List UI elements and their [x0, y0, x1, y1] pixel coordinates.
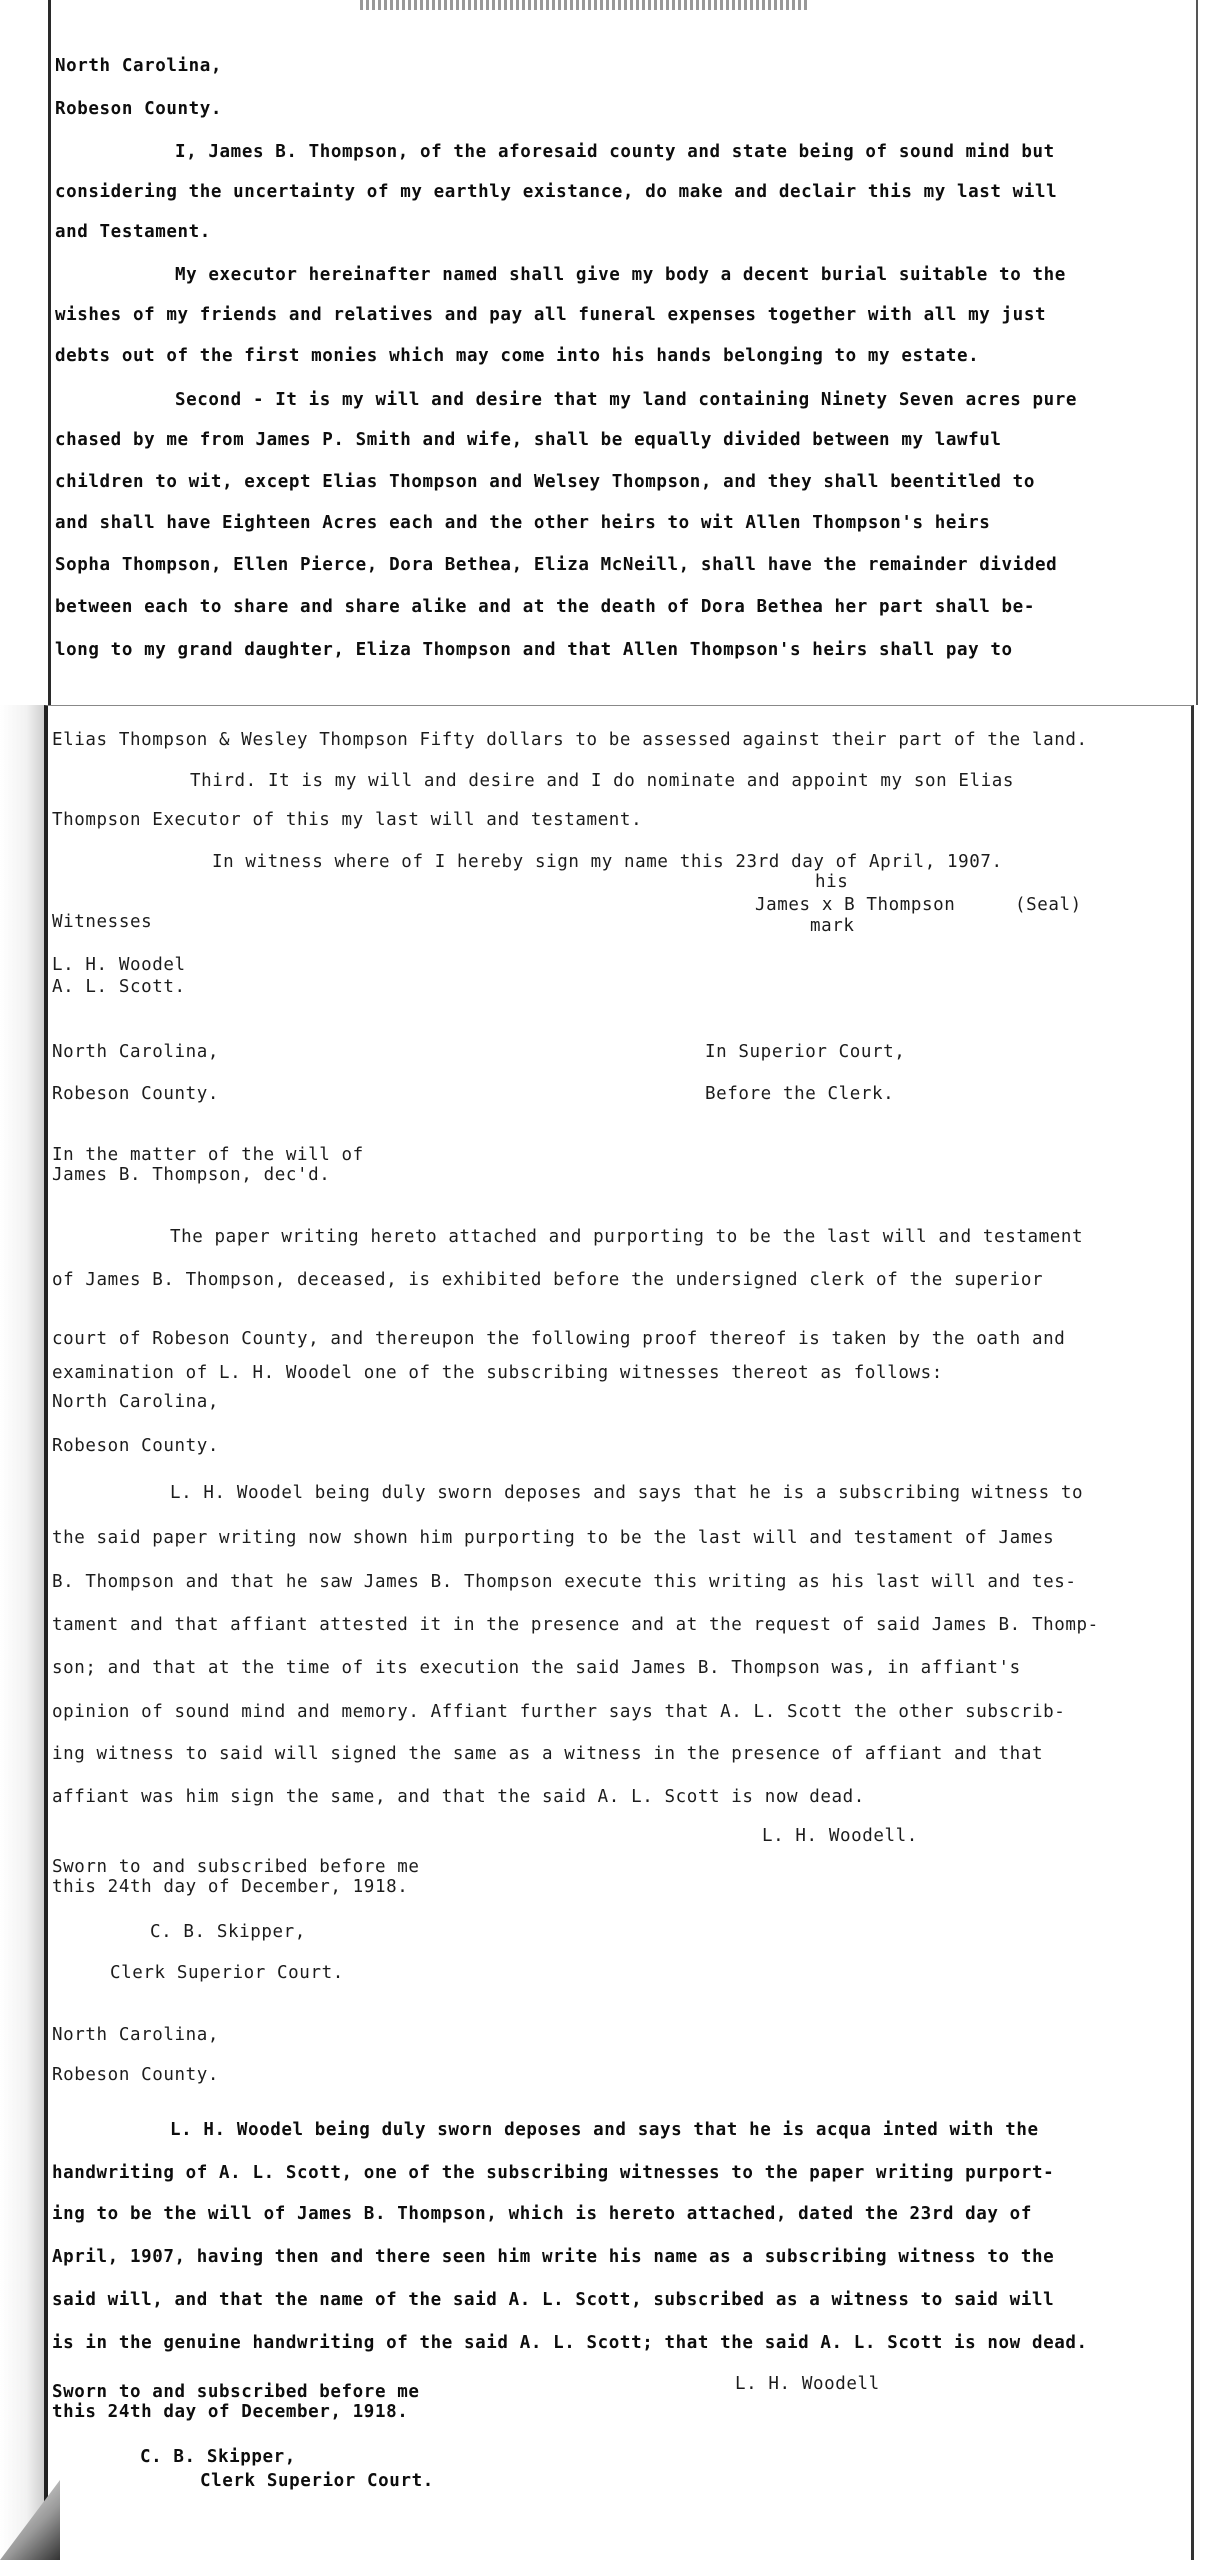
- caption-state: North Carolina,: [52, 1042, 220, 1062]
- will-line: between each to share and share alike and at the death of Dora Bethea her part shall be-: [55, 597, 1035, 617]
- affidavit-county: Robeson County.: [52, 2065, 220, 2085]
- will-line: Third. It is my will and desire and I do nominate and appoint my son Elias: [190, 771, 1015, 791]
- clerk-name: C. B. Skipper,: [150, 1922, 306, 1942]
- affiant-signature: L. H. Woodell.: [762, 1826, 918, 1846]
- matter-line: James B. Thompson, dec'd.: [52, 1165, 331, 1185]
- clerk-title: Clerk Superior Court.: [200, 2471, 434, 2491]
- affidavit-line: ing to be the will of James B. Thompson, which is hereto attached, dated the 23rd day of: [52, 2204, 1032, 2224]
- will-state: North Carolina,: [55, 56, 223, 76]
- will-line: Second - It is my will and desire that my land containing Ninety Seven acres pure: [175, 390, 1078, 410]
- affidavit-line: L. H. Woodel being duly sworn deposes and says that he is a subscribing witness to: [170, 1483, 1084, 1503]
- will-line: Thompson Executor of this my last will and testament.: [52, 810, 643, 830]
- affidavit-line: opinion of sound mind and memory. Affiant further says that A. L. Scott the other subscrib-: [52, 1702, 1066, 1722]
- will-line: and Testament.: [55, 222, 211, 242]
- proof-line: The paper writing hereto attached and purporting to be the last will and testament: [170, 1227, 1084, 1247]
- signature-his: his: [815, 872, 849, 892]
- affidavit-line: affiant was him sign the same, and that the said A. L. Scott is now dead.: [52, 1787, 865, 1807]
- affidavit-state: North Carolina,: [52, 1392, 220, 1412]
- clerk-title: Clerk Superior Court.: [110, 1963, 344, 1983]
- affiant-signature: L. H. Woodell: [735, 2374, 880, 2394]
- will-line: Sopha Thompson, Ellen Pierce, Dora Bethea, Eliza McNeill, shall have the remainder divided: [55, 555, 1058, 575]
- witness-name: A. L. Scott.: [52, 977, 186, 997]
- signature-seal: (Seal): [1015, 895, 1082, 915]
- affidavit-line: handwriting of A. L. Scott, one of the subscribing witnesses to the paper writing purport-: [52, 2163, 1055, 2183]
- signature-name: James x B Thompson: [755, 895, 956, 915]
- proof-line: court of Robeson County, and thereupon the following proof thereof is taken by the oath and: [52, 1329, 1066, 1349]
- will-line: considering the uncertainty of my earthly existance, do make and declair this my last will: [55, 182, 1058, 202]
- will-line: long to my grand daughter, Eliza Thompson and that Allen Thompson's heirs shall pay to: [55, 640, 1013, 660]
- will-line: chased by me from James P. Smith and wife, shall be equally divided between my lawful: [55, 430, 1002, 450]
- affidavit-state: North Carolina,: [52, 2025, 220, 2045]
- caption-court: In Superior Court,: [705, 1042, 906, 1062]
- binding-shadow: [0, 705, 44, 2560]
- jurat-line: Sworn to and subscribed before me: [52, 1857, 420, 1877]
- testimonium: In witness where of I hereby sign my name this 23rd day of April, 1907.: [212, 852, 1003, 872]
- will-county: Robeson County.: [55, 99, 223, 119]
- jurat-line: Sworn to and subscribed before me: [52, 2382, 420, 2402]
- affidavit-line: L. H. Woodel being duly sworn deposes and says that he is acqua inted with the: [170, 2120, 1039, 2140]
- caption-clerk: Before the Clerk.: [705, 1084, 895, 1104]
- affidavit-line: tament and that affiant attested it in the presence and at the request of said James B. Thomp-: [52, 1615, 1099, 1635]
- will-line: and shall have Eighteen Acres each and the other heirs to wit Allen Thompson's heirs: [55, 513, 991, 533]
- affidavit-line: is in the genuine handwriting of the said A. L. Scott; that the said A. L. Scott is now dead.: [52, 2333, 1088, 2353]
- will-line: debts out of the first monies which may come into his hands belonging to my estate.: [55, 346, 980, 366]
- will-line: I, James B. Thompson, of the aforesaid county and state being of sound mind but: [175, 142, 1055, 162]
- jurat-line: this 24th day of December, 1918.: [52, 1877, 409, 1897]
- clerk-name: C. B. Skipper,: [140, 2447, 296, 2467]
- affidavit-line: son; and that at the time of its execution the said James B. Thompson was, in affiant's: [52, 1658, 1021, 1678]
- will-line: Elias Thompson & Wesley Thompson Fifty dollars to be assessed against their part of the land.: [52, 730, 1088, 750]
- will-line: children to wit, except Elias Thompson and Welsey Thompson, and they shall beentitled to: [55, 472, 1035, 492]
- proof-line: of James B. Thompson, deceased, is exhibited before the undersigned clerk of the superior: [52, 1270, 1044, 1290]
- affidavit-county: Robeson County.: [52, 1436, 220, 1456]
- caption-county: Robeson County.: [52, 1084, 220, 1104]
- affidavit-line: April, 1907, having then and there seen him write his name as a subscribing witness to the: [52, 2247, 1055, 2267]
- witnesses-label: Witnesses: [52, 912, 153, 932]
- will-line: wishes of my friends and relatives and pay all funeral expenses together with all my just: [55, 305, 1047, 325]
- jurat-line: this 24th day of December, 1918.: [52, 2402, 409, 2422]
- proof-line: examination of L. H. Woodel one of the subscribing witnesses thereot as follows:: [52, 1363, 943, 1383]
- affidavit-line: B. Thompson and that he saw James B. Thompson execute this writing as his last will and tes-: [52, 1572, 1077, 1592]
- witness-name: L. H. Woodel: [52, 955, 186, 975]
- will-line: My executor hereinafter named shall give my body a decent burial suitable to the: [175, 265, 1066, 285]
- signature-mark: mark: [810, 916, 855, 936]
- affidavit-line: said will, and that the name of the said A. L. Scott, subscribed as a witness to said will: [52, 2290, 1055, 2310]
- matter-line: In the matter of the will of: [52, 1145, 364, 1165]
- affidavit-line: ing witness to said will signed the same as a witness in the presence of affiant and that: [52, 1744, 1044, 1764]
- affidavit-line: the said paper writing now shown him purporting to be the last will and testament of James: [52, 1528, 1055, 1548]
